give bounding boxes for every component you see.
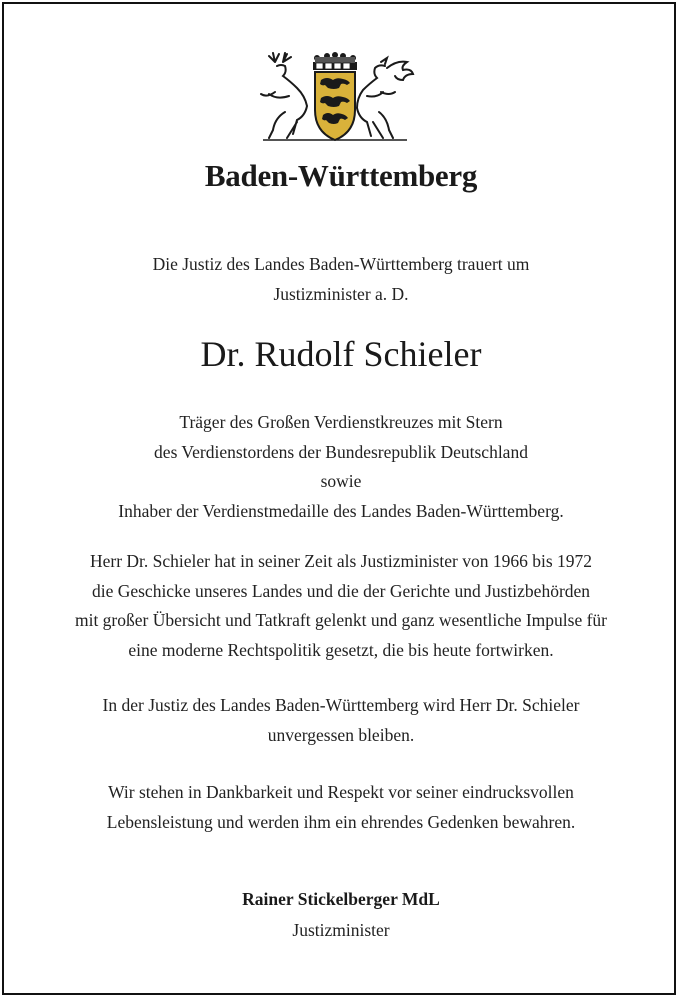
paragraph-line: In der Justiz des Landes Baden-Württemberg wird Herr Dr. Schieler (102, 695, 580, 715)
honors-line: Inhaber der Verdienstmedaille des Landes Baden-Württemberg. (118, 500, 564, 521)
paragraph-line: Lebensleistung und werden ihm ein ehrendes Gedenken bewahren. (106, 811, 576, 832)
coat-of-arms-icon (255, 52, 415, 144)
intro-text (0, 250, 682, 309)
honors-line: des Verdienstordens der Bundesrepublik Deutschland (154, 441, 528, 462)
gratitude-paragraph (0, 778, 682, 837)
paragraph-line: Herr Dr. Schieler hat in seiner Zeit als Justizminister von 1966 bis 1972 (89, 551, 593, 571)
remembrance-paragraph (0, 691, 682, 750)
paragraph-line: die Geschicke unseres Landes und die der Gerichte und Justizbehörden (91, 580, 591, 601)
signer-name: Rainer Stickelberger MdL (242, 889, 440, 909)
honors-line: sowie (320, 471, 362, 491)
intro-line: Die Justiz des Landes Baden-Württemberg trauert um (152, 254, 530, 274)
paragraph-line: eine moderne Rechtspolitik gesetzt, die bis heute fortwirken. (128, 639, 554, 660)
paragraph-line: unvergessen bleiben. (267, 724, 415, 745)
paragraph-line: Wir stehen in Dankbarkeit und Respekt vor seiner eindrucksvollen (108, 782, 574, 802)
deceased-name: Dr. Rudolf Schieler (200, 334, 482, 374)
tribute-paragraph (0, 547, 682, 665)
honors-text (0, 408, 682, 526)
intro-line: Justizminister a. D. (273, 283, 409, 304)
state-name: Baden-Württemberg (204, 158, 478, 193)
paragraph-line: mit großer Übersicht und Tatkraft gelenkt und ganz wesentliche Impulse für (74, 610, 608, 630)
honors-line: Träger des Großen Verdienstkreuzes mit Stern (179, 412, 503, 432)
signer-title: Justizminister (292, 920, 390, 940)
